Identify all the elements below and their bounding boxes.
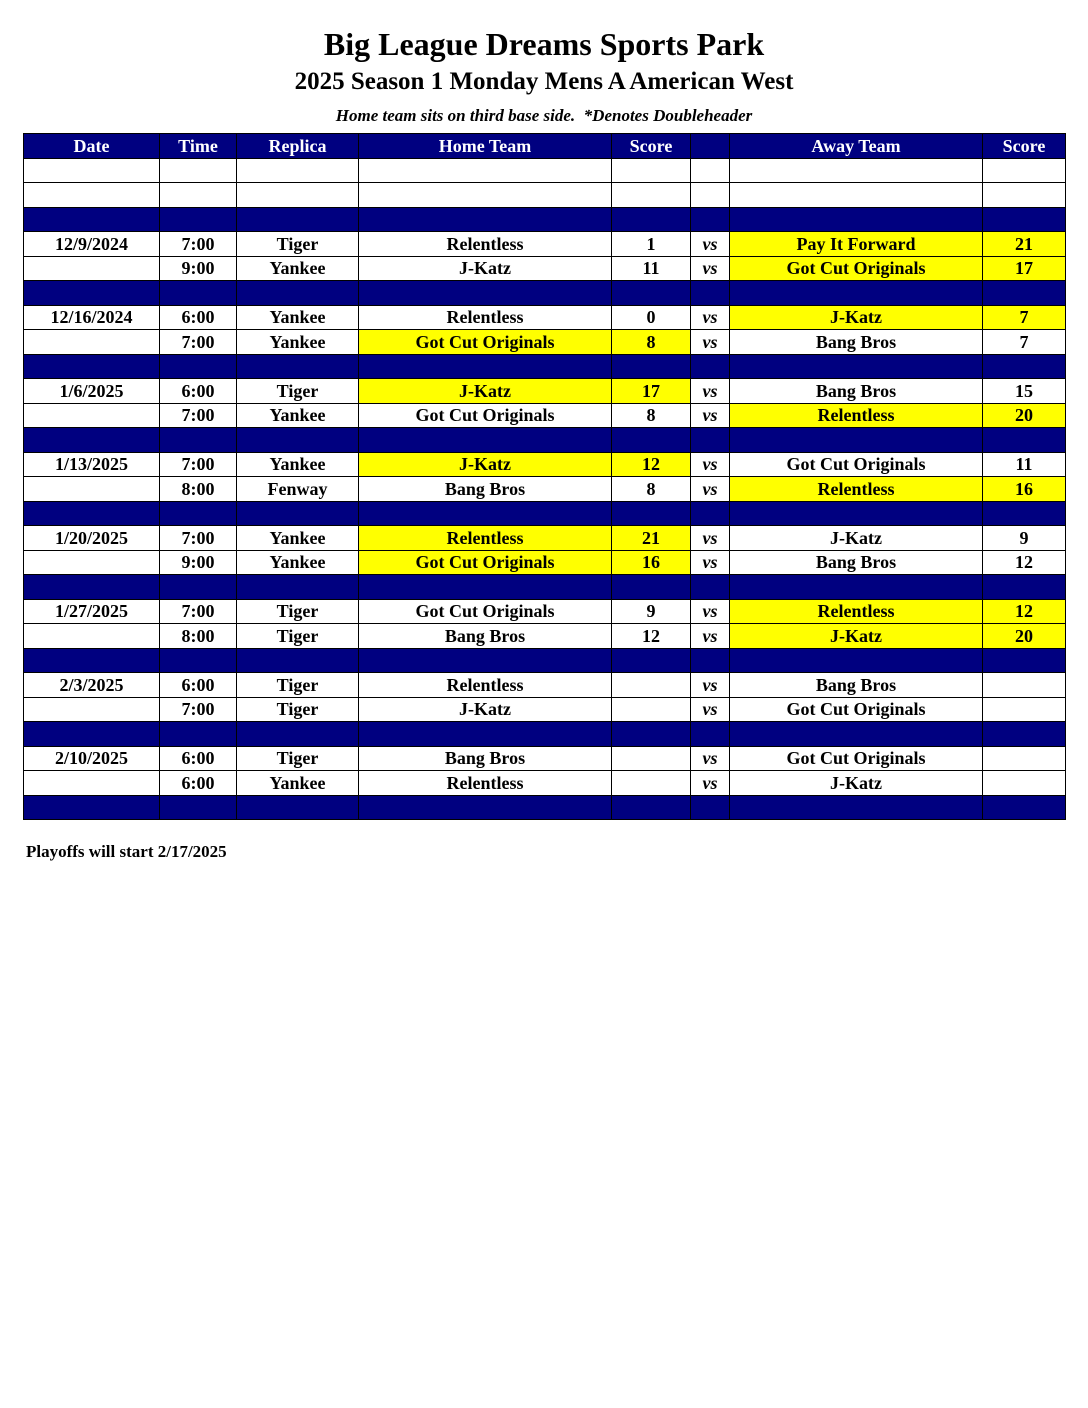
away-score-cell: 16 <box>983 477 1066 502</box>
replica-cell <box>237 722 359 747</box>
away-score-cell <box>983 722 1066 747</box>
away-score-cell: 12 <box>983 599 1066 624</box>
away-team-cell: Relentless <box>730 599 983 624</box>
home-team-cell <box>359 648 612 673</box>
replica-cell <box>237 281 359 306</box>
vs-cell: vs <box>691 697 730 722</box>
col-header-home-score: Score <box>612 134 691 159</box>
away-team-cell <box>730 207 983 232</box>
vs-cell <box>691 575 730 600</box>
away-score-cell: 12 <box>983 550 1066 575</box>
home-score-cell: 17 <box>612 379 691 404</box>
home-score-cell: 9 <box>612 599 691 624</box>
home-score-cell <box>612 501 691 526</box>
replica-cell: Tiger <box>237 624 359 649</box>
vs-cell: vs <box>691 403 730 428</box>
away-score-cell <box>983 697 1066 722</box>
away-score-cell <box>983 673 1066 698</box>
vs-cell: vs <box>691 599 730 624</box>
time-cell: 7:00 <box>160 330 237 355</box>
time-cell: 9:00 <box>160 550 237 575</box>
home-team-cell: Got Cut Originals <box>359 403 612 428</box>
away-team-cell <box>730 158 983 183</box>
away-score-cell <box>983 207 1066 232</box>
replica-cell: Tiger <box>237 697 359 722</box>
vs-cell <box>691 354 730 379</box>
date-cell: 1/27/2025 <box>24 599 160 624</box>
time-cell <box>160 575 237 600</box>
time-cell: 7:00 <box>160 697 237 722</box>
table-row <box>24 330 1066 355</box>
replica-cell: Yankee <box>237 771 359 796</box>
table-header-row <box>24 134 1066 159</box>
away-team-cell <box>730 575 983 600</box>
away-team-cell <box>730 183 983 208</box>
home-score-cell <box>612 722 691 747</box>
replica-cell <box>237 501 359 526</box>
away-score-cell: 20 <box>983 624 1066 649</box>
date-cell <box>24 183 160 208</box>
time-cell: 7:00 <box>160 403 237 428</box>
date-cell: 12/16/2024 <box>24 305 160 330</box>
time-cell <box>160 281 237 306</box>
home-team-cell <box>359 795 612 820</box>
table-row <box>24 232 1066 257</box>
date-cell <box>24 428 160 453</box>
away-team-cell <box>730 354 983 379</box>
time-cell <box>160 354 237 379</box>
vs-cell: vs <box>691 477 730 502</box>
away-team-cell: Got Cut Originals <box>730 256 983 281</box>
time-cell: 8:00 <box>160 477 237 502</box>
replica-cell: Yankee <box>237 526 359 551</box>
home-team-cell: Got Cut Originals <box>359 599 612 624</box>
away-team-cell: J-Katz <box>730 624 983 649</box>
home-team-cell <box>359 501 612 526</box>
away-score-cell <box>983 183 1066 208</box>
table-row <box>24 477 1066 502</box>
date-cell: 12/9/2024 <box>24 232 160 257</box>
separator-row <box>24 281 1066 306</box>
home-score-cell <box>612 183 691 208</box>
time-cell: 6:00 <box>160 379 237 404</box>
vs-cell: vs <box>691 452 730 477</box>
separator-row <box>24 501 1066 526</box>
table-row <box>24 452 1066 477</box>
away-team-cell <box>730 648 983 673</box>
away-score-cell: 7 <box>983 330 1066 355</box>
home-score-cell: 8 <box>612 477 691 502</box>
date-cell <box>24 354 160 379</box>
away-score-cell <box>983 575 1066 600</box>
home-team-cell: Relentless <box>359 305 612 330</box>
time-cell <box>160 183 237 208</box>
vs-cell: vs <box>691 256 730 281</box>
home-team-cell: Relentless <box>359 526 612 551</box>
vs-cell <box>691 281 730 306</box>
date-cell <box>24 722 160 747</box>
date-cell: 1/13/2025 <box>24 452 160 477</box>
home-score-cell <box>612 673 691 698</box>
table-row <box>24 403 1066 428</box>
home-team-cell: Relentless <box>359 771 612 796</box>
page-title: Big League Dreams Sports Park <box>323 26 765 62</box>
date-cell <box>24 158 160 183</box>
table-row <box>24 599 1066 624</box>
separator-row <box>24 648 1066 673</box>
page-subtitle: 2025 Season 1 Monday Mens A American West <box>294 68 794 95</box>
replica-cell: Yankee <box>237 305 359 330</box>
vs-cell: vs <box>691 526 730 551</box>
time-cell <box>160 207 237 232</box>
home-team-cell <box>359 722 612 747</box>
vs-cell <box>691 207 730 232</box>
away-score-cell <box>983 354 1066 379</box>
home-score-cell: 12 <box>612 452 691 477</box>
date-cell: 1/6/2025 <box>24 379 160 404</box>
away-score-cell <box>983 746 1066 771</box>
time-cell <box>160 795 237 820</box>
separator-row <box>24 722 1066 747</box>
vs-cell: vs <box>691 746 730 771</box>
separator-row <box>24 575 1066 600</box>
home-score-cell <box>612 697 691 722</box>
away-team-cell: Got Cut Originals <box>730 746 983 771</box>
home-score-cell <box>612 575 691 600</box>
away-team-cell: Pay It Forward <box>730 232 983 257</box>
replica-cell <box>237 183 359 208</box>
replica-cell: Fenway <box>237 477 359 502</box>
home-team-cell: J-Katz <box>359 256 612 281</box>
home-score-cell <box>612 746 691 771</box>
away-team-cell: J-Katz <box>730 305 983 330</box>
away-score-cell <box>983 795 1066 820</box>
away-team-cell: Got Cut Originals <box>730 452 983 477</box>
away-team-cell: Bang Bros <box>730 550 983 575</box>
time-cell: 7:00 <box>160 526 237 551</box>
away-score-cell <box>983 428 1066 453</box>
vs-cell <box>691 795 730 820</box>
away-team-cell <box>730 281 983 306</box>
table-row <box>24 746 1066 771</box>
vs-cell <box>691 158 730 183</box>
separator-row <box>24 354 1066 379</box>
time-cell: 6:00 <box>160 673 237 698</box>
home-score-cell <box>612 281 691 306</box>
away-team-cell: Bang Bros <box>730 330 983 355</box>
table-row <box>24 526 1066 551</box>
home-team-cell: Relentless <box>359 232 612 257</box>
date-cell <box>24 575 160 600</box>
date-cell <box>24 330 160 355</box>
replica-cell <box>237 207 359 232</box>
date-cell <box>24 501 160 526</box>
away-score-cell: 11 <box>983 452 1066 477</box>
time-cell: 9:00 <box>160 256 237 281</box>
separator-row <box>24 428 1066 453</box>
time-cell: 7:00 <box>160 232 237 257</box>
date-cell <box>24 624 160 649</box>
table-row <box>24 305 1066 330</box>
home-score-cell: 0 <box>612 305 691 330</box>
away-team-cell: J-Katz <box>730 771 983 796</box>
away-score-cell <box>983 281 1066 306</box>
table-row <box>24 550 1066 575</box>
schedule-note: Home team sits on third base side. *Denotes Doubleheader <box>335 106 753 125</box>
replica-cell: Yankee <box>237 256 359 281</box>
home-team-cell <box>359 428 612 453</box>
home-score-cell: 12 <box>612 624 691 649</box>
replica-cell: Tiger <box>237 232 359 257</box>
replica-cell <box>237 575 359 600</box>
schedule-body <box>24 158 1066 820</box>
away-team-cell <box>730 501 983 526</box>
home-score-cell: 8 <box>612 403 691 428</box>
home-score-cell <box>612 428 691 453</box>
home-score-cell: 16 <box>612 550 691 575</box>
time-cell <box>160 501 237 526</box>
playoffs-note: Playoffs will start 2/17/2025 <box>26 842 227 861</box>
away-team-cell: Bang Bros <box>730 673 983 698</box>
col-header-replica: Replica <box>237 134 359 159</box>
home-team-cell: Relentless <box>359 673 612 698</box>
replica-cell: Yankee <box>237 403 359 428</box>
time-cell: 6:00 <box>160 746 237 771</box>
home-team-cell: Bang Bros <box>359 477 612 502</box>
home-team-cell <box>359 183 612 208</box>
separator-row <box>24 207 1066 232</box>
home-score-cell <box>612 648 691 673</box>
home-team-cell: Got Cut Originals <box>359 330 612 355</box>
vs-cell <box>691 501 730 526</box>
col-header-vs <box>691 134 730 159</box>
home-score-cell: 11 <box>612 256 691 281</box>
away-score-cell: 21 <box>983 232 1066 257</box>
home-team-cell <box>359 354 612 379</box>
table-row <box>24 771 1066 796</box>
time-cell <box>160 722 237 747</box>
away-score-cell: 7 <box>983 305 1066 330</box>
away-team-cell: Bang Bros <box>730 379 983 404</box>
home-team-cell <box>359 158 612 183</box>
home-score-cell: 1 <box>612 232 691 257</box>
date-cell: 2/10/2025 <box>24 746 160 771</box>
replica-cell: Yankee <box>237 550 359 575</box>
replica-cell <box>237 354 359 379</box>
home-team-cell: Got Cut Originals <box>359 550 612 575</box>
home-team-cell <box>359 575 612 600</box>
schedule-table <box>23 133 1066 820</box>
home-score-cell <box>612 354 691 379</box>
away-score-cell: 15 <box>983 379 1066 404</box>
vs-cell: vs <box>691 673 730 698</box>
time-cell <box>160 158 237 183</box>
vs-cell: vs <box>691 232 730 257</box>
home-score-cell: 8 <box>612 330 691 355</box>
home-score-cell <box>612 771 691 796</box>
replica-cell: Tiger <box>237 746 359 771</box>
col-header-away-team: Away Team <box>730 134 983 159</box>
col-header-home-team: Home Team <box>359 134 612 159</box>
date-cell <box>24 697 160 722</box>
home-score-cell <box>612 207 691 232</box>
table-row <box>24 379 1066 404</box>
table-row <box>24 697 1066 722</box>
home-score-cell <box>612 158 691 183</box>
vs-cell: vs <box>691 379 730 404</box>
away-team-cell <box>730 722 983 747</box>
date-cell <box>24 256 160 281</box>
replica-cell: Tiger <box>237 379 359 404</box>
time-cell: 8:00 <box>160 624 237 649</box>
table-row <box>24 256 1066 281</box>
replica-cell: Tiger <box>237 673 359 698</box>
time-cell: 7:00 <box>160 599 237 624</box>
vs-cell: vs <box>691 330 730 355</box>
home-team-cell: Bang Bros <box>359 624 612 649</box>
home-score-cell: 21 <box>612 526 691 551</box>
replica-cell <box>237 648 359 673</box>
replica-cell: Yankee <box>237 330 359 355</box>
home-score-cell <box>612 795 691 820</box>
away-team-cell <box>730 428 983 453</box>
date-cell <box>24 550 160 575</box>
home-team-cell <box>359 281 612 306</box>
date-cell <box>24 403 160 428</box>
away-team-cell: J-Katz <box>730 526 983 551</box>
col-header-time: Time <box>160 134 237 159</box>
away-team-cell: Relentless <box>730 403 983 428</box>
vs-cell <box>691 183 730 208</box>
away-score-cell: 20 <box>983 403 1066 428</box>
time-cell <box>160 648 237 673</box>
away-score-cell: 17 <box>983 256 1066 281</box>
date-cell: 1/20/2025 <box>24 526 160 551</box>
away-score-cell <box>983 158 1066 183</box>
table-row <box>24 673 1066 698</box>
vs-cell <box>691 648 730 673</box>
away-team-cell <box>730 795 983 820</box>
home-team-cell: J-Katz <box>359 697 612 722</box>
away-score-cell: 9 <box>983 526 1066 551</box>
away-team-cell: Relentless <box>730 477 983 502</box>
vs-cell <box>691 428 730 453</box>
col-header-away-score: Score <box>983 134 1066 159</box>
away-score-cell <box>983 501 1066 526</box>
date-cell <box>24 281 160 306</box>
date-cell <box>24 477 160 502</box>
date-cell <box>24 207 160 232</box>
home-team-cell: J-Katz <box>359 379 612 404</box>
home-team-cell: J-Katz <box>359 452 612 477</box>
separator-row <box>24 795 1066 820</box>
replica-cell: Yankee <box>237 452 359 477</box>
away-score-cell <box>983 771 1066 796</box>
date-cell: 2/3/2025 <box>24 673 160 698</box>
vs-cell: vs <box>691 550 730 575</box>
time-cell <box>160 428 237 453</box>
blank-row <box>24 158 1066 183</box>
blank-row <box>24 183 1066 208</box>
date-cell <box>24 648 160 673</box>
time-cell: 6:00 <box>160 771 237 796</box>
home-team-cell: Bang Bros <box>359 746 612 771</box>
date-cell <box>24 771 160 796</box>
home-team-cell <box>359 207 612 232</box>
replica-cell <box>237 795 359 820</box>
vs-cell: vs <box>691 305 730 330</box>
col-header-date: Date <box>24 134 160 159</box>
vs-cell <box>691 722 730 747</box>
time-cell: 7:00 <box>160 452 237 477</box>
replica-cell <box>237 158 359 183</box>
time-cell: 6:00 <box>160 305 237 330</box>
date-cell <box>24 795 160 820</box>
away-score-cell <box>983 648 1066 673</box>
table-row <box>24 624 1066 649</box>
away-team-cell: Got Cut Originals <box>730 697 983 722</box>
replica-cell: Tiger <box>237 599 359 624</box>
vs-cell: vs <box>691 624 730 649</box>
vs-cell: vs <box>691 771 730 796</box>
replica-cell <box>237 428 359 453</box>
